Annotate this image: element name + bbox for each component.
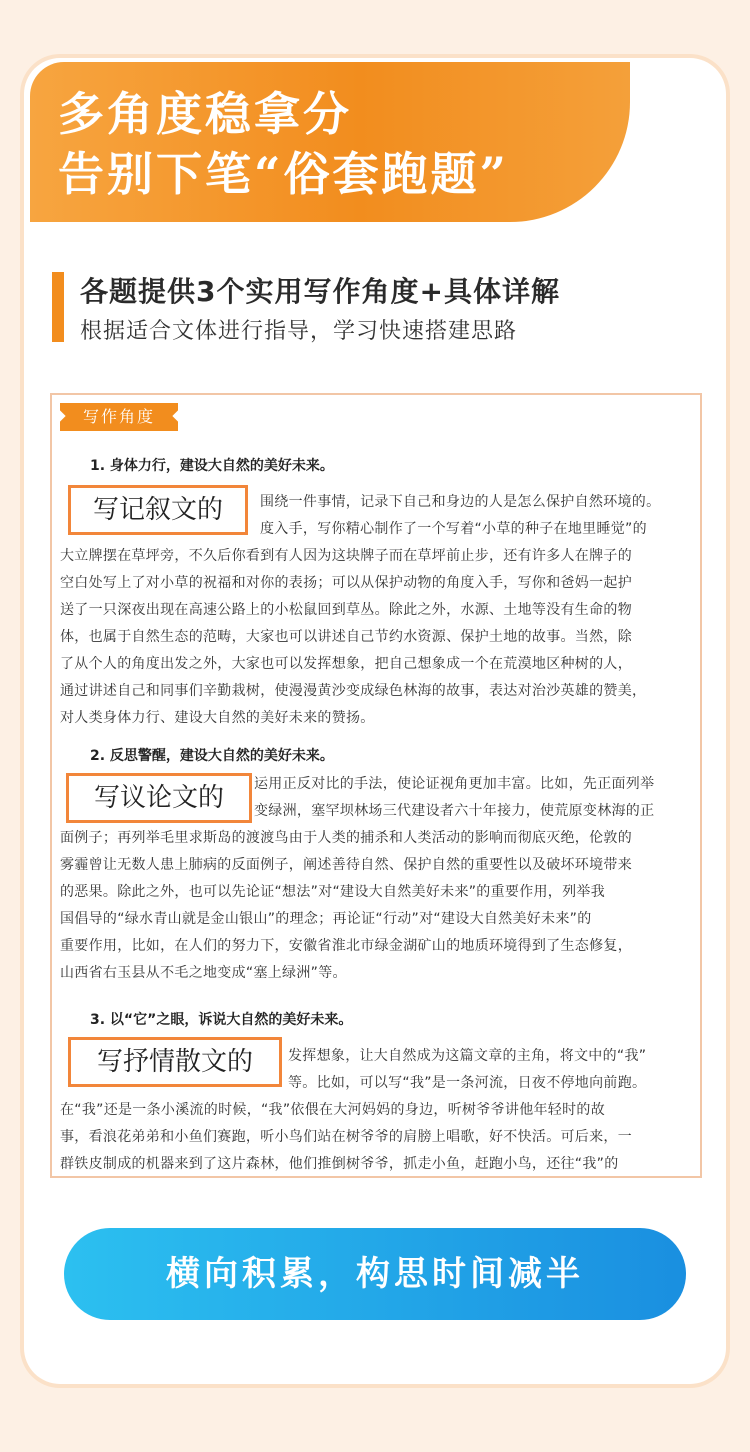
paragraph-line: 送了一只深夜出现在高速公路上的小松鼠回到草丛。除此之外，水源、土地等没有生命的物	[60, 602, 632, 618]
paragraph-line: 大立牌摆在草坪旁，不久后你看到有人因为这块牌子而在草坪前止步，还有许多人在牌子的	[60, 548, 632, 564]
paragraph-line: 度入手，写你精心制作了一个写着“小草的种子在地里睡觉”的	[260, 521, 647, 537]
label-lyrical-prose: 写抒情散文的	[68, 1037, 282, 1087]
paragraph-line: 通过讲述自己和同事们辛勤栽树，使漫漫黄沙变成绿色林海的故事，表达对治沙英雄的赞美，	[60, 683, 647, 699]
paragraph-line: 国倡导的“绿水青山就是金山银山”的理念；再论证“行动”对“建设大自然美好未来”的	[60, 911, 592, 927]
paragraph-line: 山西省右玉县从不毛之地变成“塞上绿洲”等。	[60, 965, 347, 981]
cta-button[interactable]: 横向积累，构思时间减半	[64, 1228, 686, 1320]
label-narrative: 写记叙文的	[68, 485, 248, 535]
paragraph-line: 在“我”还是一条小溪流的时候，“我”依偎在大河妈妈的身边，听树爷爷讲他年轻时的故	[60, 1102, 606, 1118]
document-sample	[50, 393, 702, 1178]
paragraph-line: 事，看浪花弟弟和小鱼们赛跑，听小鸟们站在树爷爷的肩膀上唱歌，好不快活。可后来，一	[60, 1129, 632, 1145]
paragraph-line: 群铁皮制成的机器来到了这片森林，他们推倒树爷爷，抓走小鱼，赶跑小鸟，还往“我”的	[60, 1156, 619, 1172]
section-heading: 2. 反思警醒，建设大自然的美好未来。	[90, 748, 334, 764]
paragraph-line: 变绿洲，塞罕坝林场三代建设者六十年接力，使荒原变林海的正	[254, 803, 655, 819]
paragraph-line: 重要作用，比如，在人们的努力下，安徽省淮北市绿金湖矿山的地质环境得到了生态修复，	[60, 938, 632, 954]
intro-title: 各题提供3个实用写作角度+具体详解	[80, 275, 560, 308]
paragraph-line: 体，也属于自然生态的范畴，大家也可以讲述自己节约水资源、保护土地的故事。当然，除	[60, 629, 632, 645]
paragraph-line: 面例子；再列举毛里求斯岛的渡渡鸟由于人类的捕杀和人类活动的影响而彻底灭绝，伦敦的	[60, 830, 632, 846]
paragraph-line: 空白处写上了对小草的祝福和对你的表扬；可以从保护动物的角度入手，写你和爸妈一起护	[60, 575, 632, 591]
paragraph-line: 雾霾曾让无数人患上肺病的反面例子，阐述善待自然、保护自然的重要性以及破坏环境带来	[60, 857, 632, 873]
intro-desc: 根据适合文体进行指导，学习快速搭建思路	[80, 319, 518, 344]
section-tag: 写作角度	[60, 403, 178, 431]
section-heading: 3. 以“它”之眼，诉说大自然的美好未来。	[90, 1012, 353, 1028]
paragraph-line: 围绕一件事情，记录下自己和身边的人是怎么保护自然环境的。	[260, 494, 661, 510]
banner-line-2: 告别下笔“俗套跑题”	[58, 147, 509, 201]
accent-bar	[52, 272, 64, 342]
paragraph-line: 了从个人的角度出发之外，大家也可以发挥想象，把自己想象成一个在荒漠地区种树的人，	[60, 656, 632, 672]
section-heading: 1. 身体力行，建设大自然的美好未来。	[90, 458, 334, 474]
paragraph-line: 对人类身体力行、建设大自然的美好未来的赞扬。	[60, 710, 375, 726]
label-argumentative: 写议论文的	[66, 773, 252, 823]
paragraph-line: 发挥想象，让大自然成为这篇文章的主角，将文中的“我”	[288, 1048, 647, 1064]
paragraph-line: 的恶果。除此之外，也可以先论证“想法”对“建设大自然美好未来”的重要作用，列举我	[60, 884, 606, 900]
paragraph-line: 运用正反对比的手法，使论证视角更加丰富。比如，先正面列举	[254, 776, 655, 792]
banner-line-1: 多角度稳拿分	[58, 87, 352, 141]
paragraph-line: 等。比如，可以写“我”是一条河流，日夜不停地向前跑。	[288, 1075, 647, 1091]
